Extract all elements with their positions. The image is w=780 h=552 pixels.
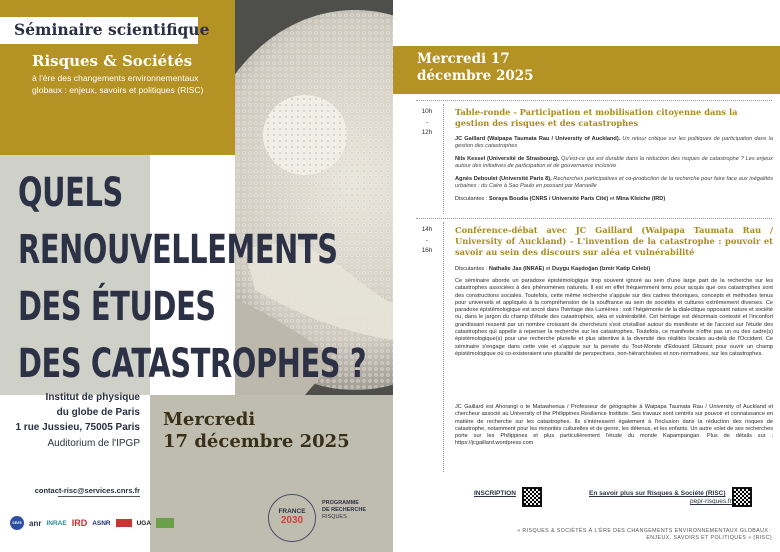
discussant1a: Soraya Boudia (CNRS / Université Paris Cité) (488, 196, 609, 202)
discussants2-label: Discutantes : (455, 266, 488, 272)
session1-speaker-1 (455, 136, 773, 151)
schedule-date (417, 51, 534, 85)
speaker-bio: JC Gaillard est Ahorangi o te Matawhenua / Professeur de géographie à Waipapa Taumata Rau / University of Auckland et chercheur associé au University of the Philippines Resilience Institute. Ses travaux sont centrés sur pouvoir et connaissance en matière de recherche sur les catastrophes. Ils s'intéressent également à l'inclusion dans la réduction des risques de catastrophe, notamment pour les minorités culturelles et de genre, les détenus, et les enfants. Un autre volet de ses recherches porte sur les Philippines et plus particulièrement l'étude du monde Kapampangan. Plus de détails sur : https://jcgaillard.wordpress.com (455, 404, 773, 447)
footer-note-line-2: ENJEUX, SAVOIRS ET POLITIQUES » (RISC) (646, 535, 772, 541)
green-logo (156, 518, 174, 528)
session1-time-end: 12h (421, 129, 433, 136)
venue-address (0, 390, 140, 435)
discussant2b: Duygu Kaşdoğan (Izmir Katip Celebi) (552, 266, 651, 272)
main-title-line-3: DES ÉTUDES (18, 284, 216, 330)
discussants1-label: Discutantes : (455, 196, 488, 202)
asnr-logo: ASNR (92, 519, 111, 527)
registration-link[interactable]: INSCRIPTION (474, 490, 516, 497)
main-title-line-2: RENOUVELLEMENTS (18, 227, 338, 273)
more-info-link[interactable]: En savoir plus sur Risques & Société (RISC) (589, 490, 726, 497)
event-date (163, 409, 350, 453)
session1-title: Table-ronde - Participation et mobilisation citoyenne dans la gestion des risques et des catastrophes (455, 107, 738, 128)
discussant1b: Mina Kleiche (IRD) (616, 196, 666, 202)
footer-program-note (400, 528, 772, 542)
anr-logo: anr (29, 518, 42, 528)
session1-speaker-3 (455, 176, 773, 191)
discussant2a: Nathalie Jas (INRAE) (488, 266, 545, 272)
program-label-line-3: RISQUES (322, 514, 347, 520)
event-weekday: Mercredi (163, 409, 256, 430)
session2-time-end: 16h (421, 247, 433, 254)
session2-discussants (455, 266, 773, 273)
session2-time-start: 14h (421, 226, 433, 233)
venue-line-2: du globe de Paris (56, 407, 140, 418)
ird-logo: IRD (71, 518, 88, 528)
session1-time-sep: - (425, 119, 429, 126)
more-info-url[interactable]: pepr-risques.fr (690, 498, 732, 505)
session2-abstract: Ce séminaire aborde un paradoxe épistémologique trop souvent ignoré au sein d'une large part de la recherche sur les catastrophes associées à des phénomènes naturels. Il est en effet fréquemment tenu pour acquis que ces catastrophes sont des constructions sociales. Toutefois, cette même recherche s'appuie sur des cadres théoriques, concepts et méthodes tenus pour universels et appliqués à la compréhension de la souffrance au sein de sociétés et cultures extrêmement diverses. Ce paradoxe épistémologique est ancré dans l'héritage des Lumières : soit l'hégémonie de la dialectique opposant nature et société ou, dans le jargon du champ d'étude des catastrophes, aléa et vulnérabilité. Cet héritage est désormais contesté et l'inconfort grandissant ressenti par un nombre croissant de chercheurs s'est cristallisé autour du manifeste et de l'accord sur l'étude des catastrophes qui appelle à repenser la recherche sur les catastrophes. Toutefois, ce manifeste n'offre pas un ou des cadre(s) épistémologique(s) pour une recherche plurielle et plus attentive à la diversité des réalités locales au-delà de l'Occident. Ce séminaire s'engage dans cette voie et s'appuie sur la pensée du Tout-Monde d'Edouard Glissant pour ouvrir un champ épistémologique où co-existeraient une pluralité de perspectives, non-hiérarchisées et non-normatives, sur les catastrophes. (455, 278, 773, 357)
badge-line-2: 2030 (280, 515, 304, 526)
program-label-line-2: DE RECHERCHE (322, 507, 367, 513)
uga-logo: UGA (136, 519, 152, 527)
program-label (322, 500, 366, 521)
event-full-date: 17 décembre 2025 (163, 431, 350, 452)
session1-divider (416, 100, 772, 101)
session1-time-start: 10h (421, 108, 433, 115)
seminar-label: Séminaire scientifique (0, 17, 198, 44)
discussants2-and: et (545, 266, 551, 272)
university-logo (116, 519, 132, 527)
venue-line-1: Institut de physique (45, 392, 140, 403)
session1-speaker-2 (455, 156, 773, 171)
cnrs-logo: cnrs (10, 516, 24, 530)
partner-logos (10, 512, 238, 534)
program-title: Risques & Sociétés (32, 52, 193, 70)
footer-note-line-1: « RISQUES & SOCIÉTÉS À L'ÈRE DES CHANGEMENTS ENVIRONNEMENTAUX GLOBAUX : (517, 528, 772, 534)
session2-title: Conférence-débat avec JC Gaillard (Waipapa Taumata Rau / University of Auckland) - L'invention de la catastrophe : pouvoir et savoir au sein des discours sur aléa et vulnérabilité (455, 225, 773, 257)
speaker2-topic: Qu'est-ce qui est durable dans la réduction des risques de catastrophe ? Les enjeux autour des initiatives de participation et de gouvernance inclusive (455, 156, 773, 170)
session2-time-divider (443, 222, 444, 472)
inrae-logo: INRAE (46, 519, 67, 527)
session2-time-sep: - (425, 237, 429, 244)
speaker3-topic: Recherches participatives et co-production de la recherche pour faire face aux inégalités urbaines : du Caire à Sao Paulo en passant par Marseille (455, 176, 773, 190)
france-2030-badge (268, 494, 316, 542)
main-title (18, 165, 366, 393)
program-label-line-1: PROGRAMME (322, 500, 359, 506)
schedule-date-line-2: décembre 2025 (417, 68, 534, 84)
main-title-line-4: DES CATASTROPHES ? (18, 341, 367, 387)
session2-divider (416, 218, 772, 219)
discussants1-and: et (609, 196, 615, 202)
speaker1-topic: Un retour critique sur les politiques de participation dans la gestion des catastrophes (455, 136, 773, 150)
speaker3-name: Agnès Deboulet (Université Paris 8), (455, 176, 552, 182)
registration-qr-code[interactable] (522, 487, 542, 507)
contact-email-link[interactable]: contact-risc@services.cnrs.fr (34, 486, 140, 495)
contact-divider (58, 496, 140, 497)
session1-discussants (455, 196, 773, 203)
session1-time-divider (443, 104, 444, 214)
venue-line-3: 1 rue Jussieu, 75005 Paris (15, 422, 140, 433)
more-info-qr-code[interactable] (732, 487, 752, 507)
speaker2-name: Nils Kessel (Université de Strasbourg). (455, 156, 560, 162)
badge-line-1: FRANCE (278, 508, 306, 515)
program-subtitle: à l'ère des changements environnementaux globaux : enjeux, savoirs et politiques (RISC) (32, 73, 204, 96)
speaker1-name: JC Gaillard (Waipapa Taumata Rau / University of Auckland). (455, 136, 621, 142)
main-title-line-1: QUELS (18, 170, 123, 216)
auditorium-label: Auditorium de l'IPGP (47, 438, 140, 449)
schedule-date-line-1: Mercredi 17 (417, 51, 510, 67)
